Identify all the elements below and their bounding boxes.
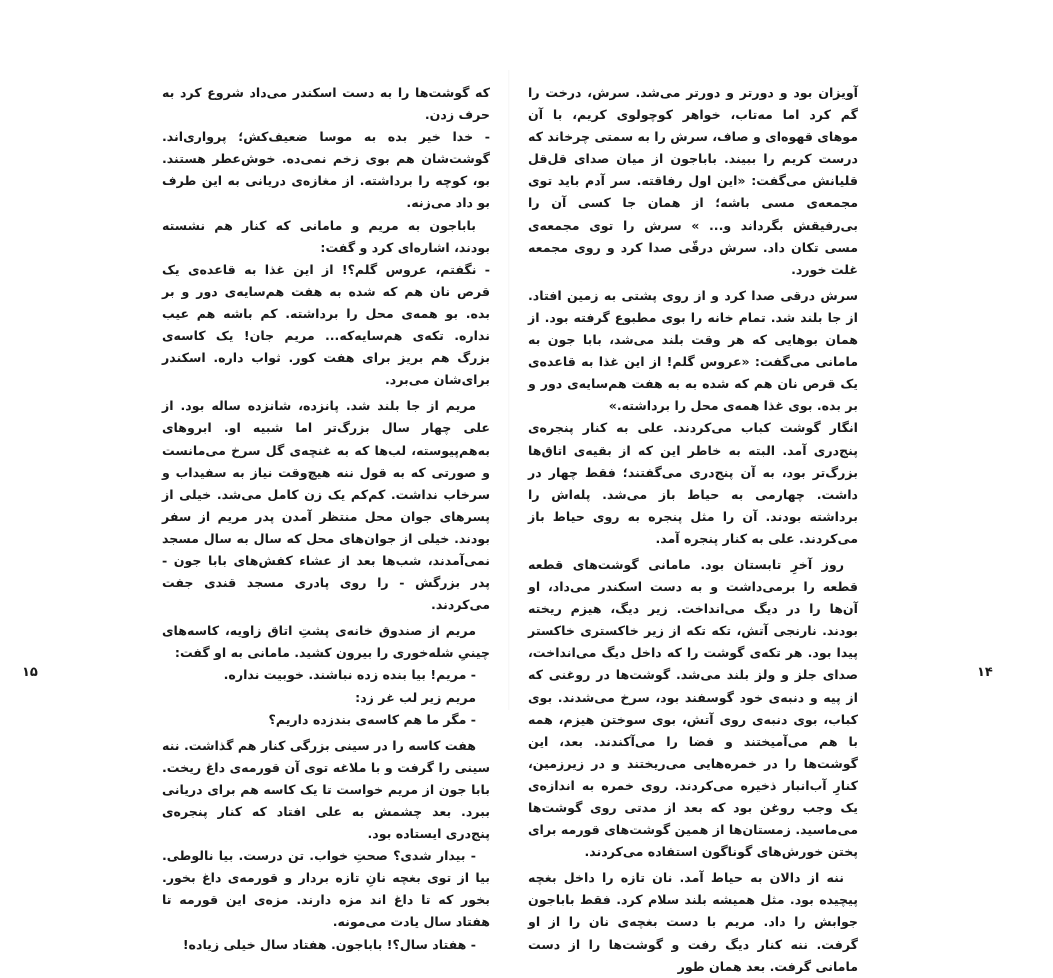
paragraph: ننه از دالان به حیاط آمد. نان تازه را داخل بغچه پیچیده بود. مثل همیشه بلند سلام کرد. فقط باباجون جوابش را داد. مریم با دست بغچه‌ی نان را از او گرفت. ننه کنار دیگ رفت و گوشت‌ها را از دست مامانی گرفت. بعد همان طور — [528, 870, 858, 974]
paragraph: - هفتاد سال؟! باباجون. هفتاد سال خیلی زیاده! — [182, 936, 476, 952]
paragraph: - نگفتم، عروس گلم؟! از این غذا به قاعده‌ی یک قرص نان هم که شده به هفت هم‌سایه‌ی دور و بر بده. بو همه‌ی محل را برداشته. کم باشه هم عیب نداره. تکه‌ی هم‌سایه‌که... مریم جان! یک کاسه‌ی بزرگ هم بریز برای هفت کور. ثواب داره. اسکندر برای‌شان می‌برد. — [162, 261, 490, 388]
left-page-text — [162, 82, 490, 956]
paragraph: مریم زیر لب غر زد: — [355, 689, 476, 705]
book-gutter — [508, 70, 510, 710]
paragraph: - مگر ما هم کاسه‌ی بندزده داریم؟ — [268, 711, 476, 727]
paragraph: که گوشت‌ها را به دست اسکندر می‌داد شروع کرد به حرف زدن. — [162, 85, 490, 123]
paragraph: روز آخرِ تابستان بود. مامانی گوشت‌های قطعه قطعه را برمی‌داشت و به دست اسکندر می‌داد، او آن‌ها را در دیگ می‌انداخت. زیر دیگ، هیزم ریخته بودند. نارنجی آتش، تکه تکه از زیر خاکستری خاکستر پیدا بود. هر تکه‌ی گوشت را که داخل دیگ می‌انداخت، صدای جلز و ولز بلند می‌شد. گوشت‌ها در روغنی که از پیه و دنبه‌ی خود گوسفند بود، سرخ می‌شدند. بوی کباب، بوی دنبه‌ی روی آتش، بوی سوختن هیزم، همه با هم می‌آمیختند و فضا را می‌آکندند. بعد، این گوشت‌ها را در خمره‌هایی می‌ریختند و در زیرزمین، کنارِ آب‌انبار ذخیره می‌کردند. روی خمره به اندازه‌ی یک وجب روغن بود که بعد از مدتی روی گوشت‌ها می‌ماسید. زمستان‌ها از همین گوشت‌های قورمه برای پختن خورش‌های گوناگون استفاده می‌کردند. — [528, 556, 858, 860]
paragraph: سرش درقی صدا کرد و از روی پشتی به زمین افتاد. از جا بلند شد. تمام خانه را بوی مطبوع گرفته بود. از همان بوهایی که هر وقت بلند می‌شد، بابا جون به مامانی می‌گفت: «عروس گلم! از این غذا به قاعده‌ی یک قرص نان هم که شده به به هفت هم‌سایه‌ی دور و بر بده. بوی غذا همه‌ی محل را برداشته.» — [528, 287, 858, 414]
paragraph: باباجون به مریم و مامانی که کنار هم نشسته بودند، اشاره‌ای کرد و گفت: — [162, 217, 490, 255]
paragraph: - بیدار شدی؟ صحتِ خواب. تن درست. بیا نالوطی. بیا از توی بغچه نانِ تازه بردار و قورمه‌ی داغ بخور. بخور که تا داغ اند مزه دارند. مزه‌ی این قورمه تا هفتاد سال یادت می‌مونه. — [162, 848, 490, 930]
paragraph: هفت کاسه را در سینی بزرگی کنار هم گذاشت. ننه سینی را گرفت و با ملاغه توی آن قورمه‌ی داغ ریخت. بابا جون از مریم خواست تا یک کاسه هم برای دریانی ببرد. بعد چشمش به علی افتاد که کنار پنجره‌ی پنج‌دری ایستاده بود. — [162, 737, 490, 842]
paragraph: مریم از جا بلند شد. پانزده، شانزده ساله بود. از علی چهار سال بزرگ‌تر اما شبیه او. ابروهای به‌هم‌پیوسته، لب‌ها که به غنچه‌ی گل سرخ می‌مانست و صورتی که به قول ننه هیچ‌وقت نیاز به سفیداب و سرخاب نداشت. کم‌کم یک زن کامل می‌شد. خیلی از پسرهای جوان محل منتظر آمدن پدر مریم از سفر بودند. خیلی از جوان‌های محل که سال به سال مسجد نمی‌آمدند، شب‌ها بعد از عشاء کفش‌های بابا جون - پدر بزرگش - را روی پادری مسجد قندی جفت می‌کردند. — [162, 398, 490, 613]
paragraph: - خدا خیر بده به موسا ضعیف‌کش؛ پرواری‌اند. گوشت‌شان هم بوی زخم نمی‌ده. خوش‌عطر هستند. بو، کوچه را برداشته. از مغازه‌ی دریانی به این طرف بو داد می‌زنه. — [162, 129, 490, 211]
paragraph: - مریم! بیا بنده زده نباشند. خوبیت نداره. — [223, 667, 476, 683]
paragraph: انگار گوشت کباب می‌کردند. علی به کنار پنجره‌ی پنج‌دری آمد. البته به خاطر این که از بقیه‌ی اتاق‌ها بزرگ‌تر بود، به آن پنج‌دری می‌گفتند؛ فقط چهار در داشت. چهارمی به حیاط باز می‌شد. پله‌اش را برداشته بودند. آن را مثل پنجره به روی حیاط باز می‌کردند. علی به کنار پنجره آمد. — [528, 420, 858, 546]
paragraph: مریم از صندوق خانه‌ی پشتِ اتاق زاویه، کاسه‌های چینیِ شله‌خوری را بیرون کشید. مامانی به او گفت: — [162, 623, 490, 661]
right-page-text — [528, 82, 858, 978]
page-number-right: ۱۴ — [977, 665, 993, 680]
paragraph: آویزان بود و دورتر و دورتر می‌شد. سرش، درخت را گم کرد اما مه‌تاب، خواهر کوچولوی کریم، با آن موهای قهوه‌ای و صاف، سرش را به سمتی چرخاند که درست کریم را ببیند. باباجون از میان صدای قل‌قل قلیانش می‌گفت: «این اول رفاقته. سر آدم باید توی مجمعه‌ی مسی باشه؛ از همان جا کسی آن را بی‌رفیقش بگرداند و... » سرش را توی مجمعه‌ی مسی تکان داد. سرش درقّی صدا کرد و روی مجمعه غلت خورد. — [528, 85, 858, 277]
page-number-left: ۱۵ — [22, 665, 38, 680]
